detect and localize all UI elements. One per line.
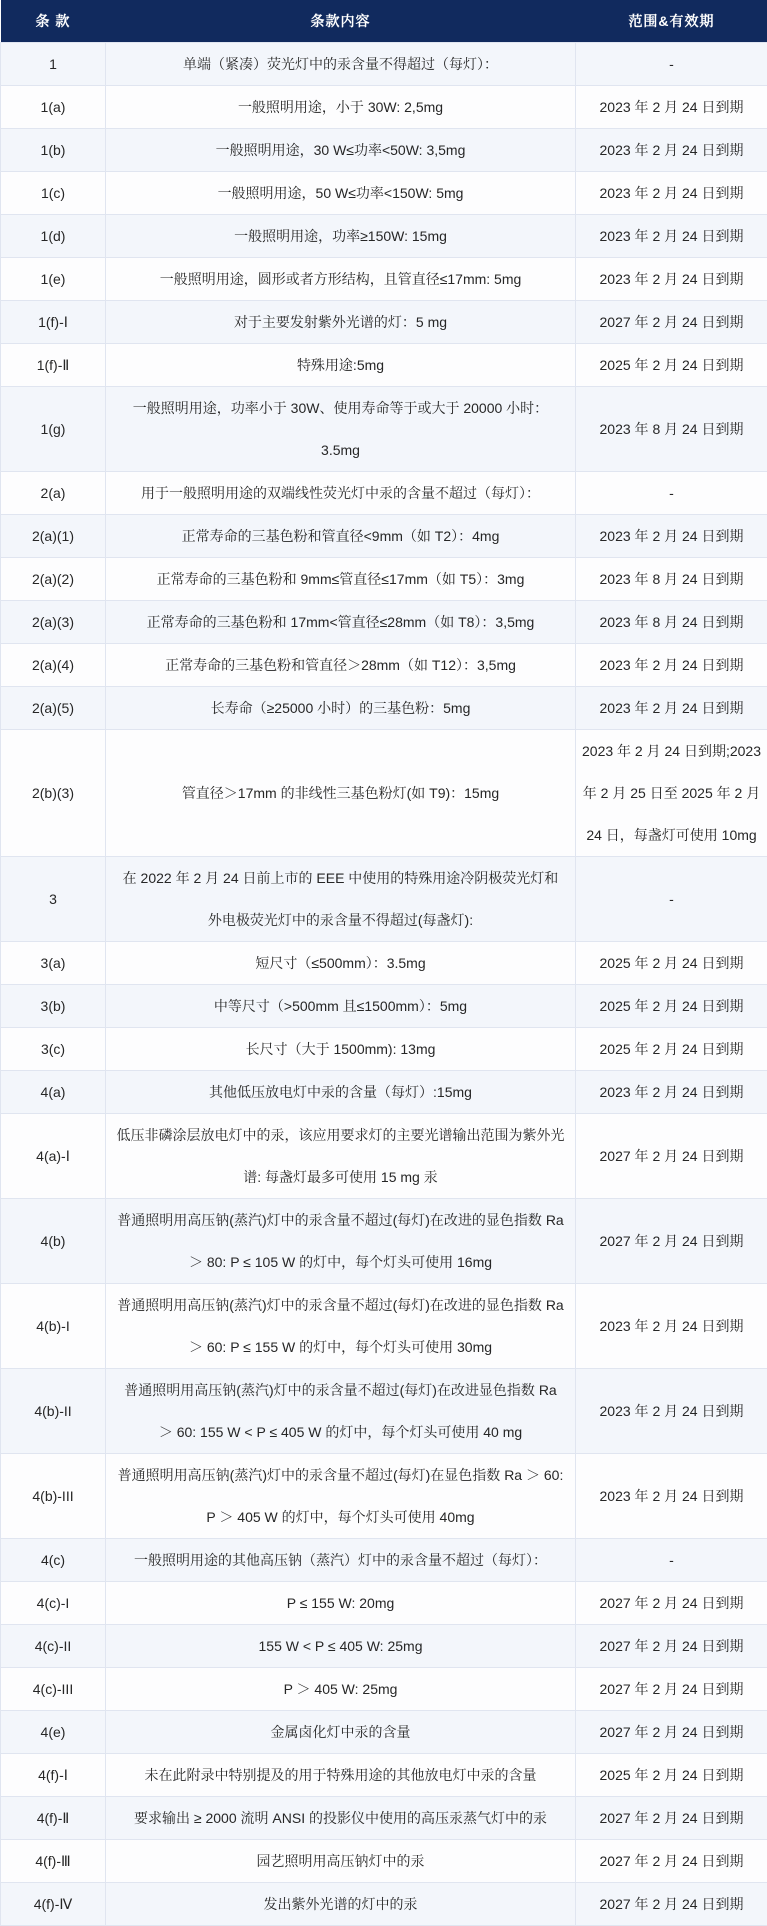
clause-content-cell: 发出紫外光谱的灯中的汞 xyxy=(106,1882,576,1925)
clause-id-cell: 2(b)(3) xyxy=(1,729,106,856)
clause-content-cell: 普通照明用高压钠(蒸汽)灯中的汞含量不超过(每灯)在显色指数 Ra ＞ 60: P ＞ 405 W 的灯中，每个灯头可使用 40mg xyxy=(106,1453,576,1538)
validity-cell: 2023 年 2 月 24 日到期 xyxy=(576,214,767,257)
table-row xyxy=(1,1368,767,1453)
clause-id-cell: 2(a)(5) xyxy=(1,686,106,729)
validity-cell: 2023 年 2 月 24 日到期 xyxy=(576,1070,767,1113)
validity-cell: 2023 年 2 月 24 日到期 xyxy=(576,171,767,214)
clause-content-cell: 一般照明用途，小于 30W: 2,5mg xyxy=(106,85,576,128)
table-row xyxy=(1,1753,767,1796)
validity-cell: 2023 年 2 月 24 日到期 xyxy=(576,1453,767,1538)
table-row xyxy=(1,1198,767,1283)
table-row xyxy=(1,1839,767,1882)
clause-content-cell: 正常寿命的三基色粉和管直径＞28mm（如 T12）：3,5mg xyxy=(106,643,576,686)
clause-content-cell: 短尺寸（≤500mm）：3.5mg xyxy=(106,941,576,984)
clause-content-cell: 特殊用途:5mg xyxy=(106,343,576,386)
table-row xyxy=(1,257,767,300)
table-row xyxy=(1,1538,767,1581)
validity-cell: 2023 年 8 月 24 日到期 xyxy=(576,386,767,471)
clause-content-cell: 普通照明用高压钠(蒸汽)灯中的汞含量不超过(每灯)在改进显色指数 Ra ＞ 60: 155 W < P ≤ 405 W 的灯中，每个灯头可使用 40 mg xyxy=(106,1368,576,1453)
table-row xyxy=(1,1624,767,1667)
table-row xyxy=(1,1283,767,1368)
clause-id-cell: 1(d) xyxy=(1,214,106,257)
clause-id-cell: 1(f)-Ⅰ xyxy=(1,300,106,343)
table-row xyxy=(1,1882,767,1925)
table-row xyxy=(1,1027,767,1070)
validity-cell: - xyxy=(576,42,767,85)
validity-cell: 2023 年 2 月 24 日到期 xyxy=(576,1283,767,1368)
validity-cell: 2023 年 2 月 24 日到期 xyxy=(576,514,767,557)
clause-content-cell: 长寿命（≥25000 小时）的三基色粉：5mg xyxy=(106,686,576,729)
table-row xyxy=(1,128,767,171)
table-row xyxy=(1,729,767,856)
clause-id-cell: 3(a) xyxy=(1,941,106,984)
column-header-clause: 条 款 xyxy=(1,0,106,42)
validity-cell: - xyxy=(576,1538,767,1581)
validity-cell: 2023 年 8 月 24 日到期 xyxy=(576,600,767,643)
validity-cell: 2023 年 2 月 24 日到期;2023 年 2 月 25 日至 2025 年 2 月 24 日，每盏灯可使用 10mg xyxy=(576,729,767,856)
validity-cell: - xyxy=(576,471,767,514)
table-row xyxy=(1,1710,767,1753)
clause-id-cell: 3(b) xyxy=(1,984,106,1027)
clause-content-cell: 单端（紧凑）荧光灯中的汞含量不得超过（每灯）： xyxy=(106,42,576,85)
table-row xyxy=(1,856,767,941)
table-row xyxy=(1,984,767,1027)
validity-cell: 2023 年 2 月 24 日到期 xyxy=(576,643,767,686)
clause-content-cell: 其他低压放电灯中汞的含量（每灯）:15mg xyxy=(106,1070,576,1113)
clause-id-cell: 2(a)(2) xyxy=(1,557,106,600)
table-row xyxy=(1,42,767,85)
validity-cell: 2027 年 2 月 24 日到期 xyxy=(576,1624,767,1667)
clause-content-cell: 正常寿命的三基色粉和 17mm<管直径≤28mm（如 T8）：3,5mg xyxy=(106,600,576,643)
table-row xyxy=(1,386,767,471)
table-header-row xyxy=(1,0,767,42)
validity-cell: 2027 年 2 月 24 日到期 xyxy=(576,1882,767,1925)
clause-id-cell: 4(f)-Ⅳ xyxy=(1,1882,106,1925)
clause-content-cell: 一般照明用途，功率小于 30W、使用寿命等于或大于 20000 小时：3.5mg xyxy=(106,386,576,471)
clause-id-cell: 1(e) xyxy=(1,257,106,300)
validity-cell: 2027 年 2 月 24 日到期 xyxy=(576,1710,767,1753)
clause-content-cell: 正常寿命的三基色粉和管直径<9mm（如 T2）：4mg xyxy=(106,514,576,557)
validity-cell: 2027 年 2 月 24 日到期 xyxy=(576,1113,767,1198)
clause-content-cell: 一般照明用途的其他高压钠（蒸汽）灯中的汞含量不超过（每灯）： xyxy=(106,1538,576,1581)
clause-content-cell: 未在此附录中特别提及的用于特殊用途的其他放电灯中汞的含量 xyxy=(106,1753,576,1796)
clause-content-cell: P ≤ 155 W: 20mg xyxy=(106,1581,576,1624)
clause-id-cell: 4(a) xyxy=(1,1070,106,1113)
clause-id-cell: 4(f)-Ⅱ xyxy=(1,1796,106,1839)
clause-id-cell: 4(c) xyxy=(1,1538,106,1581)
clause-content-cell: 普通照明用高压钠(蒸汽)灯中的汞含量不超过(每灯)在改进的显色指数 Ra ＞ 80: P ≤ 105 W 的灯中，每个灯头可使用 16mg xyxy=(106,1198,576,1283)
clause-content-cell: 一般照明用途，50 W≤功率<150W: 5mg xyxy=(106,171,576,214)
clause-id-cell: 4(b)-II xyxy=(1,1368,106,1453)
column-header-content: 条款内容 xyxy=(106,0,576,42)
table-row xyxy=(1,300,767,343)
clause-content-cell: 金属卤化灯中汞的含量 xyxy=(106,1710,576,1753)
clause-content-cell: 对于主要发射紫外光谱的灯：5 mg xyxy=(106,300,576,343)
table-row xyxy=(1,1453,767,1538)
validity-cell: 2027 年 2 月 24 日到期 xyxy=(576,1796,767,1839)
validity-cell: 2023 年 2 月 24 日到期 xyxy=(576,1368,767,1453)
clause-id-cell: 2(a)(1) xyxy=(1,514,106,557)
clause-id-cell: 1(b) xyxy=(1,128,106,171)
validity-cell: 2023 年 2 月 24 日到期 xyxy=(576,85,767,128)
validity-cell: 2023 年 2 月 24 日到期 xyxy=(576,686,767,729)
clause-id-cell: 4(b) xyxy=(1,1198,106,1283)
clause-id-cell: 4(b)-I xyxy=(1,1283,106,1368)
clause-id-cell: 4(f)-Ⅲ xyxy=(1,1839,106,1882)
clause-content-cell: 低压非磷涂层放电灯中的汞，该应用要求灯的主要光谱输出范围为紫外光谱: 每盏灯最多可使用 15 mg 汞 xyxy=(106,1113,576,1198)
clause-content-cell: P ＞ 405 W: 25mg xyxy=(106,1667,576,1710)
clause-id-cell: 4(e) xyxy=(1,1710,106,1753)
table-row xyxy=(1,600,767,643)
clause-content-cell: 在 2022 年 2 月 24 日前上市的 EEE 中使用的特殊用途冷阴极荧光灯和外电极荧光灯中的汞含量不得超过(每盏灯): xyxy=(106,856,576,941)
table-row xyxy=(1,1581,767,1624)
table-row xyxy=(1,514,767,557)
clause-content-cell: 长尺寸（大于 1500mm): 13mg xyxy=(106,1027,576,1070)
table-row xyxy=(1,1113,767,1198)
table-row xyxy=(1,85,767,128)
validity-cell: 2027 年 2 月 24 日到期 xyxy=(576,1667,767,1710)
clause-id-cell: 1(a) xyxy=(1,85,106,128)
clause-id-cell: 1(f)-Ⅱ xyxy=(1,343,106,386)
clause-id-cell: 4(b)-III xyxy=(1,1453,106,1538)
validity-cell: 2027 年 2 月 24 日到期 xyxy=(576,1581,767,1624)
clause-id-cell: 3(c) xyxy=(1,1027,106,1070)
table-row xyxy=(1,1667,767,1710)
table-row xyxy=(1,686,767,729)
clause-id-cell: 2(a)(4) xyxy=(1,643,106,686)
table-row xyxy=(1,471,767,514)
table-row xyxy=(1,643,767,686)
clause-id-cell: 3 xyxy=(1,856,106,941)
clause-content-cell: 园艺照明用高压钠灯中的汞 xyxy=(106,1839,576,1882)
clause-id-cell: 2(a)(3) xyxy=(1,600,106,643)
validity-cell: - xyxy=(576,856,767,941)
column-header-validity: 范围&有效期 xyxy=(576,0,767,42)
validity-cell: 2023 年 8 月 24 日到期 xyxy=(576,557,767,600)
clause-id-cell: 4(f)-Ⅰ xyxy=(1,1753,106,1796)
clause-id-cell: 4(c)-III xyxy=(1,1667,106,1710)
validity-cell: 2025 年 2 月 24 日到期 xyxy=(576,1027,767,1070)
clause-content-cell: 普通照明用高压钠(蒸汽)灯中的汞含量不超过(每灯)在改进的显色指数 Ra ＞ 60: P ≤ 155 W 的灯中，每个灯头可使用 30mg xyxy=(106,1283,576,1368)
clause-id-cell: 1(g) xyxy=(1,386,106,471)
table-row xyxy=(1,343,767,386)
clause-content-cell: 155 W < P ≤ 405 W: 25mg xyxy=(106,1624,576,1667)
clause-id-cell: 4(c)-II xyxy=(1,1624,106,1667)
clause-id-cell: 1(c) xyxy=(1,171,106,214)
table-body xyxy=(1,42,767,1925)
validity-cell: 2025 年 2 月 24 日到期 xyxy=(576,343,767,386)
validity-cell: 2025 年 2 月 24 日到期 xyxy=(576,941,767,984)
validity-cell: 2023 年 2 月 24 日到期 xyxy=(576,128,767,171)
clause-content-cell: 中等尺寸（>500mm 且≤1500mm）：5mg xyxy=(106,984,576,1027)
table-row xyxy=(1,214,767,257)
validity-cell: 2027 年 2 月 24 日到期 xyxy=(576,300,767,343)
validity-cell: 2027 年 2 月 24 日到期 xyxy=(576,1839,767,1882)
validity-cell: 2025 年 2 月 24 日到期 xyxy=(576,1753,767,1796)
clause-content-cell: 用于一般照明用途的双端线性荧光灯中汞的含量不超过（每灯）： xyxy=(106,471,576,514)
table-row xyxy=(1,941,767,984)
validity-cell: 2025 年 2 月 24 日到期 xyxy=(576,984,767,1027)
clause-content-cell: 管直径＞17mm 的非线性三基色粉灯(如 T9)：15mg xyxy=(106,729,576,856)
clause-content-cell: 一般照明用途，功率≥150W: 15mg xyxy=(106,214,576,257)
clause-id-cell: 2(a) xyxy=(1,471,106,514)
validity-cell: 2023 年 2 月 24 日到期 xyxy=(576,257,767,300)
table-row xyxy=(1,1070,767,1113)
clause-content-cell: 一般照明用途，30 W≤功率<50W: 3,5mg xyxy=(106,128,576,171)
table-row xyxy=(1,171,767,214)
clause-content-cell: 要求输出 ≥ 2000 流明 ANSI 的投影仪中使用的高压汞蒸气灯中的汞 xyxy=(106,1796,576,1839)
clause-id-cell: 4(a)-Ⅰ xyxy=(1,1113,106,1198)
clause-content-cell: 正常寿命的三基色粉和 9mm≤管直径≤17mm（如 T5）：3mg xyxy=(106,557,576,600)
validity-cell: 2027 年 2 月 24 日到期 xyxy=(576,1198,767,1283)
table-row xyxy=(1,1796,767,1839)
clause-id-cell: 1 xyxy=(1,42,106,85)
clause-content-cell: 一般照明用途，圆形或者方形结构，且管直径≤17mm: 5mg xyxy=(106,257,576,300)
clause-id-cell: 4(c)-I xyxy=(1,1581,106,1624)
table-row xyxy=(1,557,767,600)
